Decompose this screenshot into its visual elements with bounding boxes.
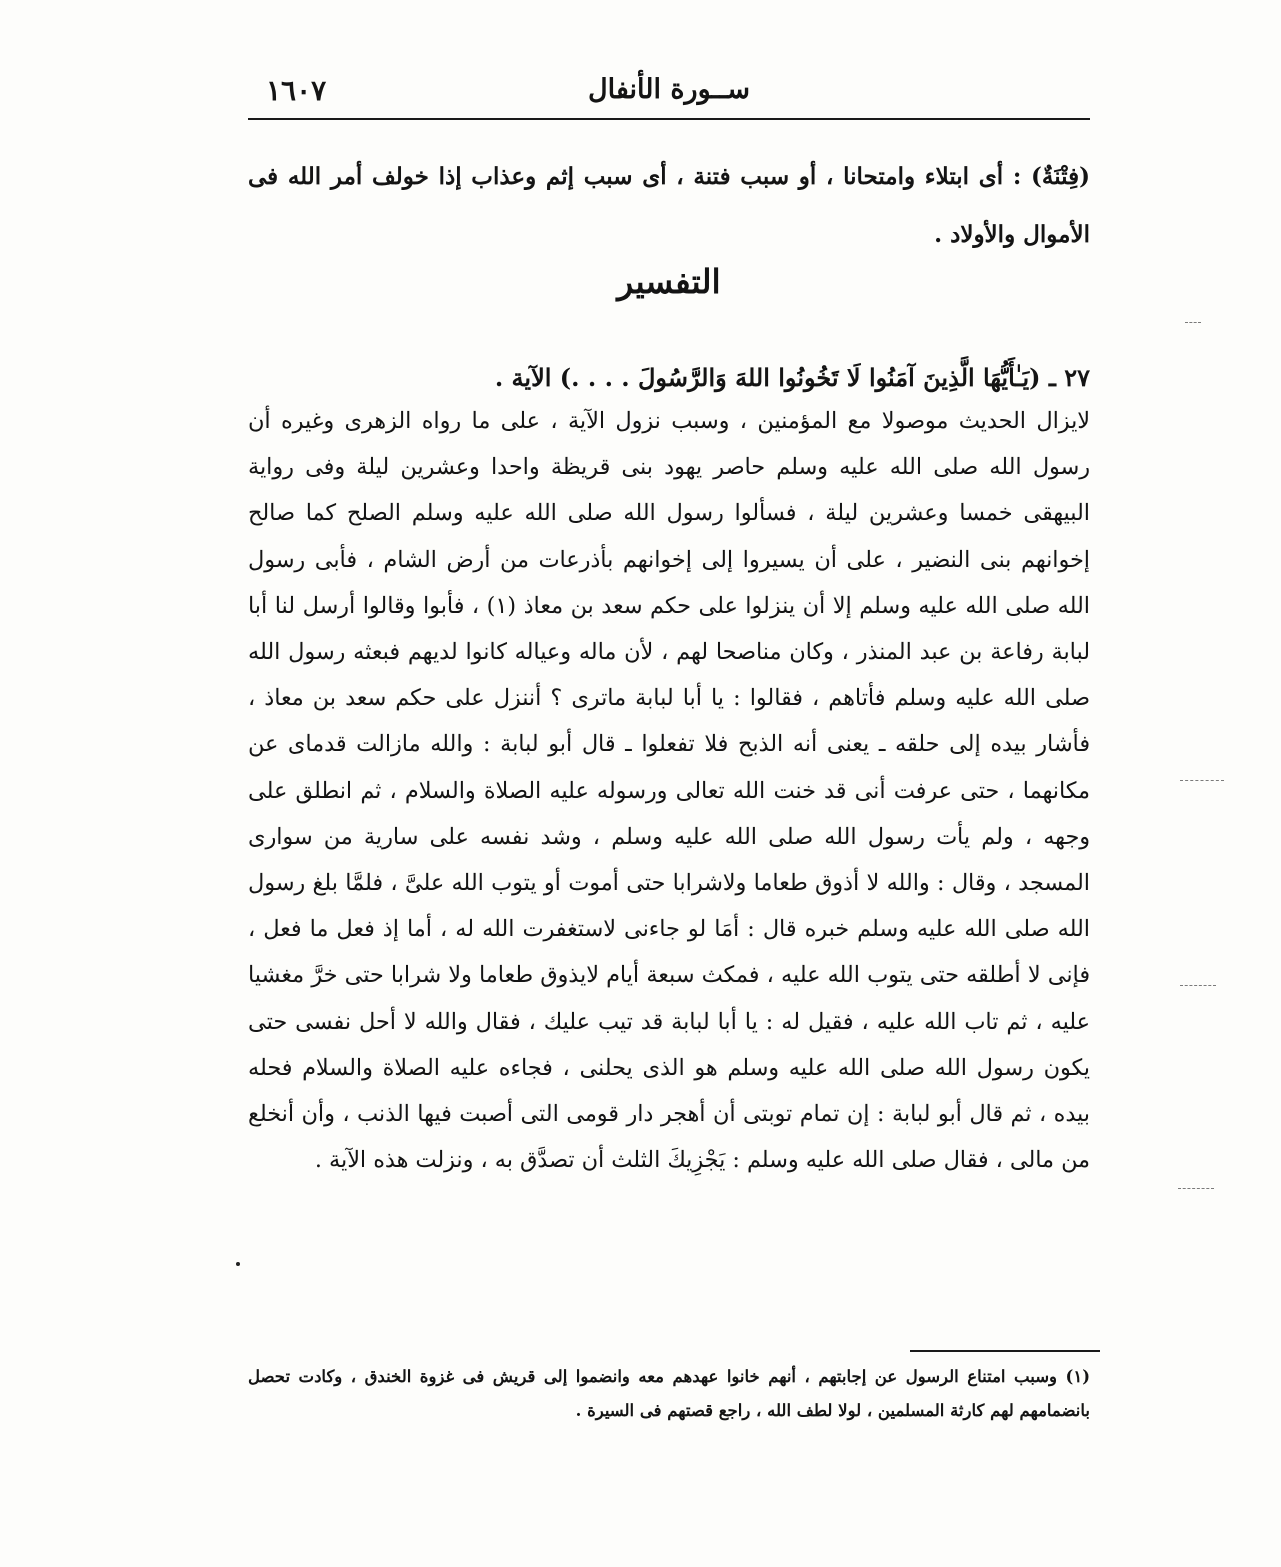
margin-mark <box>1178 1188 1214 1189</box>
verse-text: ٢٧ ـ (يَـٰأَيُّهَا الَّذِينَ آمَنُوا لَا تَخُونُوا اللهَ وَالرَّسُولَ . . . .) الآية . <box>494 363 1090 392</box>
footnote-text: (١) وسبب امتناع الرسول عن إجابتهم ، أنهم خانوا عهدهم معه وانضموا إلى قريش فى غزوة الخندق ، وكادت تحصل بانضمامهم لهم كارثة المسلمين ، لولا لطف الله ، راجع قصتهم فى السيرة . <box>248 1367 1090 1420</box>
speck-dot <box>236 1262 240 1266</box>
footnote-rule <box>910 1350 1100 1352</box>
intro-text: (فِتْنَةٌ) : أى ابتلاء وامتحانا ، أو سبب فتنة ، أى سبب إثم وعذاب إذا خولف أمر الله فى الأموال والأولاد . <box>248 163 1090 248</box>
footnote <box>248 1360 1090 1428</box>
intro-definition <box>248 148 1090 264</box>
body-paragraph: لايزال الحديث موصولا مع المؤمنين ، وسبب نزول الآية ، على ما رواه الزهرى وغيره أن رسول الله صلى الله عليه وسلم حاصر يهود بنى قريظة واحدا وعشرين ليلة وفى رواية البيهقى خمسا وعشرين ليلة ، فسألوا رسول الله صلى الله عليه وسلم الصلح كما صالح إخوانهم بنى النضير ، على أن يسيروا إلى إخوانهم بأذرعات من أرض الشام ، فأبى رسول الله صلى الله عليه وسلم إلا أن ينزلوا على حكم سعد بن معاذ (١) ، فأبوا وقالوا أرسل لنا أبا لبابة رفاعة بن عبد المنذر ، وكان مناصحا لهم ، لأن ماله وعياله كانوا لديهم فبعثه رسول الله صلى الله عليه وسلم فأتاهم ، فقالوا : يا أبا لبابة ماترى ؟ أننزل على حكم سعد بن معاذ ، فأشار بيده إلى حلقه ـ يعنى أنه الذبح فلا تفعلوا ـ قال أبو لبابة : والله مازالت قدماى عن مكانهما ، حتى عرفت أنى قد خنت الله تعالى ورسوله عليه الصلاة والسلام ، ثم انطلق على وجهه ، ولم يأت رسول الله صلى الله عليه وسلم ، وشد نفسه على سارية من سوارى المسجد ، وقال : والله لا أذوق طعاما ولاشرابا حتى أموت أو يتوب الله علىَّ ، فلمَّا بلغ رسول الله صلى الله عليه وسلم خبره قال : أمَا لو جاءنى لاستغفرت الله له ، أما إذ فعل ما فعل ، فإنى لا أطلقه حتى يتوب الله عليه ، فمكث سبعة أيام لايذوق طعاما ولا شرابا حتى خرَّ مغشيا عليه ، ثم تاب الله عليه ، فقيل له : يا أبا لبابة قد تيب عليك ، فقال والله لا أحل نفسى حتى يكون رسول الله صلى الله عليه وسلم هو الذى يحلنى ، فجاءه عليه الصلاة والسلام فحله بيده ، ثم قال أبو لبابة : إن تمام توبتى أن أهجر دار قومى التى أصبت فيها الذنب ، وأن أنخلع من مالى ، فقال صلى الله عليه وسلم : يَجْزِيكَ الثلث أن تصدَّق به ، ونزلت هذه الآية . <box>248 408 1090 1174</box>
margin-mark <box>1185 322 1201 323</box>
surah-title: ســورة الأنفال <box>588 74 750 105</box>
header-rule <box>248 118 1090 120</box>
margin-mark <box>1180 780 1224 781</box>
running-header <box>248 70 1090 110</box>
margin-mark <box>1180 985 1216 986</box>
page-number: ١٦٠٧ <box>266 74 327 107</box>
body-text <box>248 398 1090 1183</box>
section-heading: التفسير <box>617 262 721 301</box>
